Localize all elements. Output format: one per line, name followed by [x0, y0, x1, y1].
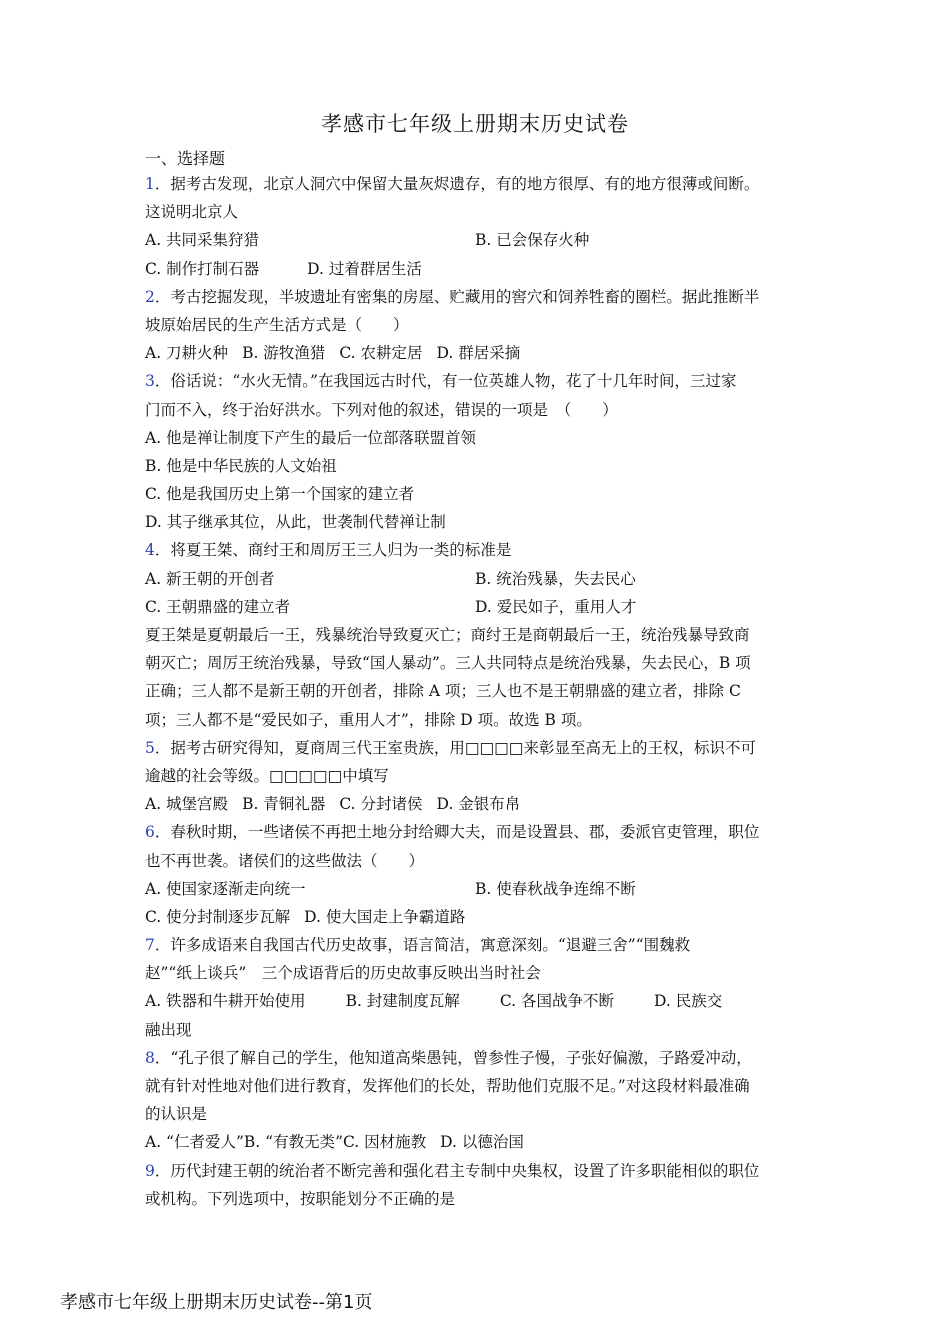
question-6-cont: 也不再世袭。诸侯们的这些做法（ ）	[145, 851, 425, 870]
page-title: 孝感市七年级上册期末历史试卷	[321, 112, 629, 136]
question-5-cont: 逾越的社会等级。□□□□□中填写	[145, 766, 389, 785]
question-list	[145, 170, 810, 1213]
explanation-line: 正确；三人都不是新王朝的开创者，排除 A 项；三人也不是王朝鼎盛的建立者，排除 C	[145, 682, 741, 701]
option-d: D. 过着群居生活	[307, 259, 422, 278]
question-number: 6	[145, 823, 155, 842]
option-b: B. “有教无类”	[243, 1133, 343, 1152]
options-row	[145, 1128, 810, 1156]
option-c: C. 因材施教	[343, 1133, 427, 1152]
options-row	[145, 987, 810, 1015]
option-c: C. 他是我国历史上第一个国家的建立者	[145, 485, 415, 504]
option-b: B. 他是中华民族的人文始祖	[145, 456, 337, 475]
question-number: 5	[145, 738, 155, 757]
question-6: 6．春秋时期，一些诸侯不再把土地分封给卿大夫，而是设置县、郡，委派官吏管理，职位	[145, 823, 760, 842]
option-a: A. 新王朝的开创者	[145, 569, 275, 588]
question-number: 3	[145, 372, 155, 391]
question-7-cont: 赵”“纸上谈兵” 三个成语背后的历史故事反映出当时社会	[145, 964, 541, 983]
option-c: C. 农耕定居	[339, 344, 423, 363]
question-4: 4．将夏王桀、商纣王和周厉王三人归为一类的标准是	[145, 541, 512, 560]
question-2-cont: 坡原始居民的生产生活方式是（ ）	[145, 315, 409, 334]
options-row	[145, 255, 810, 283]
option-a: A. “仁者爱人”	[145, 1133, 244, 1152]
option-b: B. 使春秋战争连绵不断	[475, 879, 636, 898]
option-a: A. 他是禅让制度下产生的最后一位部落联盟首领	[145, 428, 477, 447]
options-row	[145, 339, 810, 367]
option-d: D. 群居采摘	[436, 344, 521, 363]
option-d: D. 以德治国	[440, 1133, 524, 1152]
option-c: C. 使分封制逐步瓦解	[145, 907, 291, 926]
question-number: 7	[145, 936, 155, 955]
option-d-cont: 融出现	[145, 1020, 192, 1039]
option-d: D. 金银布帛	[436, 795, 521, 814]
option-d: D. 爱民如子，重用人才	[475, 597, 637, 616]
explanation-line: 项；三人都不是“爱民如子，重用人才”，排除 D 项。故选 B 项。	[145, 710, 592, 729]
options-row	[145, 875, 810, 903]
question-9: 9．历代封建王朝的统治者不断完善和强化君主专制中央集权，设置了许多职能相似的职位	[145, 1161, 760, 1180]
option-c: C. 各国战争不断	[499, 992, 614, 1011]
option-a: A. 共同采集狩猎	[145, 231, 260, 250]
option-c: C. 分封诸侯	[339, 795, 423, 814]
option-a: A. 铁器和牛耕开始使用	[145, 992, 306, 1011]
options-row	[145, 593, 810, 621]
option-c: C. 王朝鼎盛的建立者	[145, 597, 291, 616]
question-3-cont: 门而不入，终于治好洪水。下列对他的叙述，错误的一项是 （ ）	[145, 400, 618, 419]
question-8: 8．“孔子很了解自己的学生，他知道高柴愚钝，曾参性子慢，子张好偏激，子路爱冲动，	[145, 1048, 752, 1067]
question-number: 2	[145, 287, 155, 306]
question-9-cont: 或机构。下列选项中，按职能划分不正确的是	[145, 1189, 456, 1208]
question-number: 9	[145, 1161, 155, 1180]
option-b: B. 游牧渔猎	[242, 344, 326, 363]
option-b: B. 统治残暴，失去民心	[475, 569, 636, 588]
page-footer: 孝感市七年级上册期末历史试卷--第1页	[60, 1292, 373, 1313]
option-d: D. 使大国走上争霸道路	[304, 907, 466, 926]
question-5: 5．据考古研究得知，夏商周三代王室贵族，用□□□□来彰显至高无上的王权，标识不可	[145, 738, 756, 757]
question-1-cont: 这说明北京人	[145, 203, 239, 222]
option-b: B. 青铜礼器	[242, 795, 326, 814]
question-number: 1	[145, 175, 155, 193]
question-8-cont: 的认识是	[145, 1105, 208, 1124]
option-d: D. 民族交	[653, 992, 723, 1011]
question-3: 3．俗话说：“水火无情。”在我国远古时代，有一位英雄人物，花了十几年时间，三过家	[145, 372, 737, 391]
option-c: C. 制作打制石器	[145, 259, 260, 278]
question-7: 7．许多成语来自我国古代历史故事，语言简洁，寓意深刻。“退避三舍”“围魏救	[145, 936, 691, 955]
section-heading: 一、选择题	[145, 149, 226, 168]
option-b: B. 封建制度瓦解	[345, 992, 460, 1011]
option-a: A. 使国家逐渐走向统一	[145, 879, 306, 898]
explanation-line: 夏王桀是夏朝最后一王，残暴统治导致夏灭亡；商纣王是商朝最后一王，统治残暴导致商	[145, 626, 750, 644]
option-b: B. 已会保存火种	[475, 231, 590, 250]
question-2: 2．考古挖掘发现，半坡遗址有密集的房屋、贮藏用的窖穴和饲养牲畜的圈栏。据此推断半	[145, 287, 760, 306]
option-a: A. 城堡宫殿	[145, 795, 229, 814]
options-row	[145, 226, 810, 254]
options-row	[145, 565, 810, 593]
option-a: A. 刀耕火种	[145, 344, 229, 363]
options-row	[145, 903, 810, 931]
explanation-line: 朝灭亡；周厉王统治残暴，导致“国人暴动”。三人共同特点是统治残暴，失去民心，B 项	[145, 654, 751, 673]
question-number: 4	[145, 541, 155, 560]
options-row	[145, 790, 810, 818]
question-8-cont: 就有针对性地对他们进行教育，发挥他们的长处，帮助他们克服不足。”对这段材料最准确	[145, 1077, 750, 1095]
option-d: D. 其子继承其位，从此，世袭制代替禅让制	[145, 513, 446, 532]
question-number: 8	[145, 1048, 155, 1067]
question-1: 1．据考古发现，北京人洞穴中保留大量灰烬遗存，有的地方很厚、有的地方很薄或间断。	[145, 175, 760, 193]
